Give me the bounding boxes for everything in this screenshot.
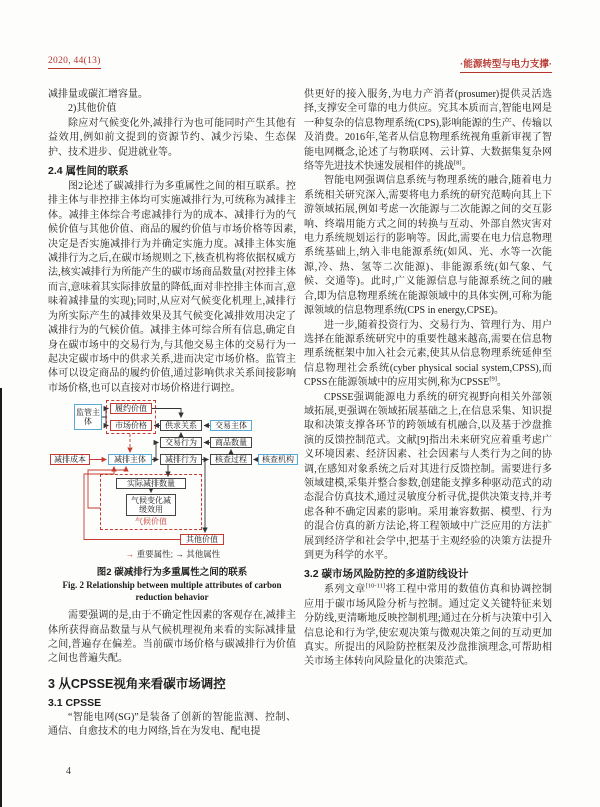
box-actual-reduction: 实际减排数量 (116, 478, 186, 489)
box-other-value: 其他价值 (180, 534, 224, 545)
box-compliance-value: 履约价值 (110, 403, 152, 414)
box-regulator: 监管主体 (74, 404, 102, 430)
right-column (304, 88, 552, 670)
figure-caption-en-line1: Fig. 2 Relationship between multiple attributes of carbon (62, 580, 282, 591)
paragraph-text: 。 (496, 377, 507, 389)
figure-legend (48, 548, 298, 560)
legend-black-label: 其他属性 (186, 549, 221, 560)
label-climate-value: 气候价值 (135, 517, 167, 527)
scan-edge-artifact (0, 388, 2, 807)
page-number: 4 (66, 766, 71, 777)
heading-section-3: 3 从CPSSE视角来看碳市场调控 (48, 676, 226, 691)
box-supply-demand: 供求关系 (160, 420, 202, 431)
paragraph-text: 将工程中常用的数值仿真和协调控制应用于碳市场风险分析与控制。通过定义关键特征来划分防线,更清晰地反映控制机理;通过在分析与决策中引入信息论和行为学,使宏观决策与微观决策之间的互动更加真实。所提出的风险防控框架及沙盘推演理念,可帮助相关市场主体转向风险量化的决策范式。 (304, 584, 553, 668)
paragraph: 需要强调的是,由于不确定性因素的客观存在,减排主体所获得商品数量与从气候机理视角来看的实际减排量之间,普遍存在偏差。当前碳市场价格与碳减排行为价值之间也普遍失配。 (48, 610, 296, 665)
paragraph: “智能电网(SG)”是装备了创新的智能监测、控制、通信、自愈技术的电力网络,旨在为发电、配电提 (48, 711, 296, 738)
figure-caption-zh: 图2 碳减排行为多重属性之间的联系 (96, 567, 248, 579)
paragraph: CPSSE强调能源电力系统的研究视野向相关外部领域拓展,更强调在领域拓展基础之上,在信息采集、知识提取和决策支撑各环节的跨领域有机融合,以及基于沙盘推演的反馈控制范式。文献[9]指出未来研究应着重考虑广义环境因素、经济因素、社会因素与人类行为之间的协调,在感知对象系统之后对其进行反馈控制。需要进行多领域建模,采集并整合参数,创建能支撑多种驱动范式的动态混合仿真技术,通过灵敏度分析寻优,提供决策支持,并考虑各种不确定因素的影响。采用兼容数据、模型、行为的混合仿真的新方法论,将工程领域中广泛应用的方法扩展到经济学和社会学中,把基于主观经验的决策方法提升到更为科学的水平。 (304, 391, 552, 561)
paragraph (304, 319, 552, 391)
running-head-column-title: ·能源转型与电力支撑· (460, 56, 552, 73)
citation-superscript: [10-11] (365, 583, 386, 591)
left-column (48, 88, 296, 740)
paragraph: 减排量或碳汇增容量。 (48, 89, 148, 100)
paragraph (304, 583, 552, 669)
box-commodity-quantity: 商品数量 (210, 437, 252, 448)
legend-red-label: 重要属性; (136, 549, 173, 560)
citation-superscript: [8] (454, 159, 462, 167)
paragraph: 图2论述了碳减排行为多重属性之间的相互联系。控排主体与非控排主体均可实施减排行为,可统称为减排主体。减排主体综合考虑减排行为的成本、减排行为的气候价值与其他价值、商品的履约价值与市场价格等因素,决定是否实施减排行为并确定实施力度。减排主体实施减排行为之后,在碳市场规则之下,核查机构将依据权威方法,核实减排行为所能产生的碳市场商品数量(对控排主体而言,意味着其实际排放量的降低,面对非控排主体而言,意味着减排量的实现);同时,从应对气候变化机理上,减排行为所实际产生的减排效果及其气候变化减排效用决定了减排行为的气候价值。减排主体可综合所有信息,确定自身在碳市场中的交易行为,与其他交易主体的交易行为一起决定碳市场中的供求关系,进而决定市场价格。监管主体可以设定商品的履约价值,通过影响供求关系间接影响市场价格,也可以直接对市场价格进行调控。 (48, 181, 296, 394)
black-arrow-icon: → (175, 549, 184, 560)
paragraph-text: 。 (461, 161, 472, 173)
figure-caption-en-line2: reduction behavior (135, 592, 209, 603)
paragraph-text: 进一步,随着投资行为、交易行为、管理行为、用户选择在能源系统研究中的重要性越来越高,需要在信息物理系统框架中加入社会元素,使其从信息物理系统延伸至信息物理社会系统(cyber physical social system,CPSS),而CPSS在能源领域中的应用实例,称为CPSSE (304, 319, 552, 389)
box-reduction-behavior: 减排行为 (160, 454, 202, 465)
box-reduction-cost: 减排成本 (50, 454, 90, 465)
paragraph (304, 88, 552, 174)
box-market-price: 市场价格 (110, 420, 152, 431)
list-line: 2)其他价值 (68, 103, 117, 115)
heading-3-2: 3.2 碳市场风险防控的多道防线设计 (304, 568, 469, 581)
heading-3-1: 3.1 CPSSE (48, 696, 102, 709)
journal-reference: 2020, 44(13) (48, 56, 101, 69)
paragraph: 除应对气候变化外,减排行为也可能同时产生其他有益效用,例如前文提到的资源节约、减少污染、生态保护、技术进步、促进就业等。 (48, 117, 296, 158)
red-arrow-icon: → (125, 549, 135, 560)
citation-superscript: [9] (489, 375, 497, 383)
figure-caption-en (48, 579, 296, 603)
box-verification-process: 核查过程 (210, 454, 252, 465)
box-trading-entity: 交易主体 (210, 420, 252, 431)
box-climate-mitigation: 气候变化减缓效用 (126, 494, 176, 516)
box-verification-agency: 核查机构 (258, 454, 298, 465)
figure-2-diagram (48, 402, 298, 562)
heading-2-4: 2.4 属性间的联系 (48, 165, 129, 178)
box-trading-behavior: 交易行为 (160, 437, 202, 448)
paragraph-text: 系列文章 (324, 584, 366, 596)
box-reduction-entity: 减排主体 (108, 454, 152, 465)
paragraph: 智能电网强调信息系统与物理系统的融合,随着电力系统相关研究深入,需要将电力系统的研究范畴向其上下游领域拓展,例如考虑一次能源与二次能源之间的交互影响、终端用能方式之间的转换与互动、外部自然灾害对电力系统规划运行的影响等。因此,需要在电力信息物理系统基础上,纳入非电能源系统(如风、光、水等一次能源,冷、热、氢等二次能源)、非能源系统(如气象、气候、交通等)。此时,广义能源信息与能源系统之间的融合,即为信息物理系统在能源领域中的具体实例,可称为能源领域的信息物理系统(CPS in energy,CPSE)。 (304, 175, 552, 317)
paragraph-text: 供更好的接入服务,为电力产消者(prosumer)提供灵活选择,支撑安全可靠的电力供应。究其本质而言,智能电网是一种复杂的信息物理系统(CPS),影响能源的生产、传输以及消费。2016年,笔者从信息物理系统视角重新审视了智能电网概念,论述了与物联网、云计算、大数据集复杂网络等先进技术快速发展相伴的挑战 (304, 89, 552, 173)
